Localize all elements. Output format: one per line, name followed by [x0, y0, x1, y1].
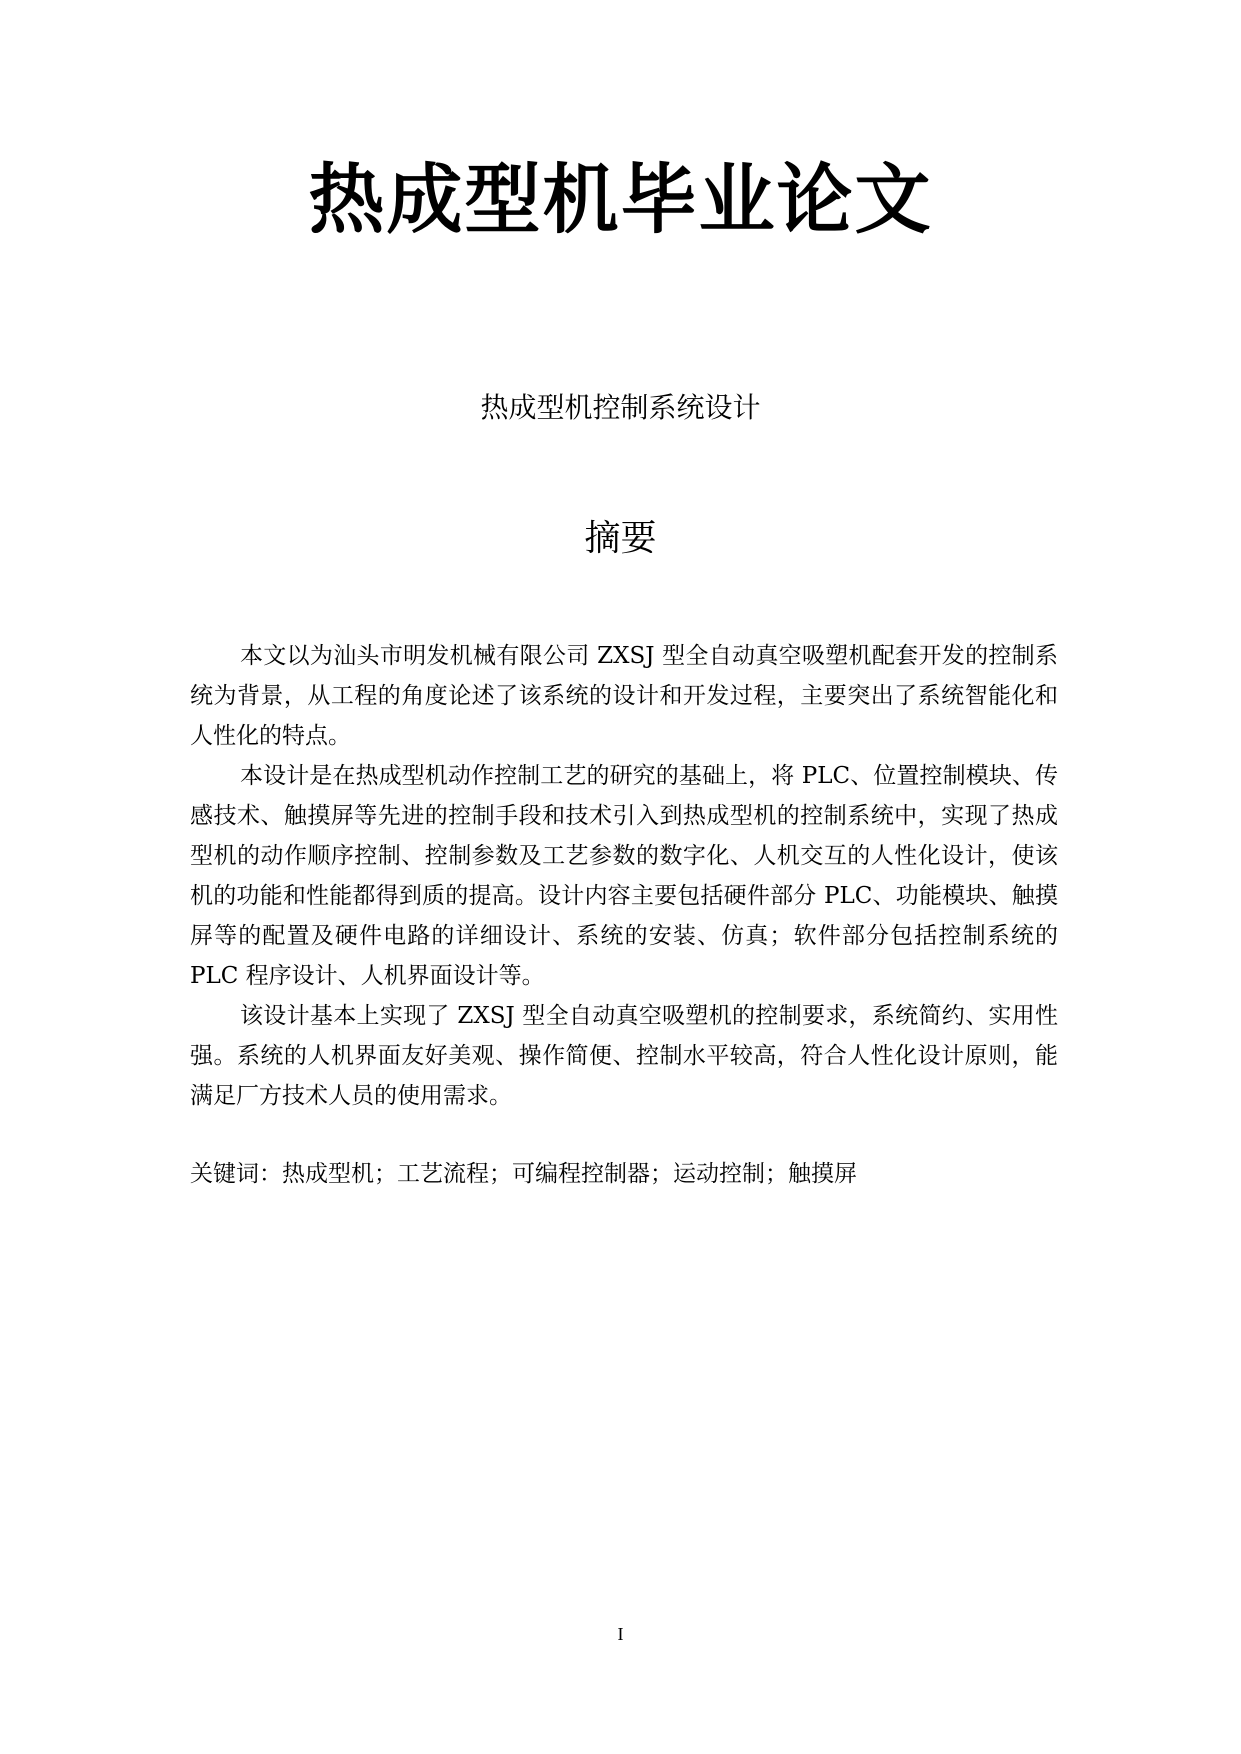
- abstract-heading: 摘要: [584, 518, 657, 559]
- abstract-paragraph-1: 本文以为汕头市明发机械有限公司 ZXSJ 型全自动真空吸塑机配套开发的控制系统为背景，从工程的角度论述了该系统的设计和开发过程，主要突出了系统智能化和人性化的特点。: [190, 643, 1058, 749]
- abstract-paragraph-2: 本设计是在热成型机动作控制工艺的研究的基础上，将 PLC、位置控制模块、传感技术、触摸屏等先进的控制手段和技术引入到热成型机的控制系统中，实现了热成型机的动作顺序控制、控制参数及工艺参数的数字化、人机交互的人性化设计，使该机的功能和性能都得到质的提高。设计内容主要包括硬件部分 PLC、功能模块、触摸屏等的配置及硬件电路的详细设计、系统的安装、仿真；软件部分包括控制系统的 PLC 程序设计、人机界面设计等。: [190, 763, 1058, 989]
- keywords-value: 热成型机；工艺流程；可编程控制器；运动控制；触摸屏: [282, 1161, 857, 1187]
- document-title: 热成型机毕业论文: [308, 155, 933, 244]
- keywords-line: [190, 1156, 1058, 1192]
- abstract-paragraph-3: 该设计基本上实现了 ZXSJ 型全自动真空吸塑机的控制要求，系统简约、实用性强。系统的人机界面友好美观、操作简便、控制水平较高，符合人性化设计原则，能满足厂方技术人员的使用需求。: [190, 1003, 1058, 1109]
- document-subtitle: 热成型机控制系统设计: [480, 391, 761, 424]
- abstract-body: [190, 636, 1058, 1116]
- page-number: I: [617, 1624, 624, 1644]
- keywords-label: 关键词：: [190, 1161, 282, 1187]
